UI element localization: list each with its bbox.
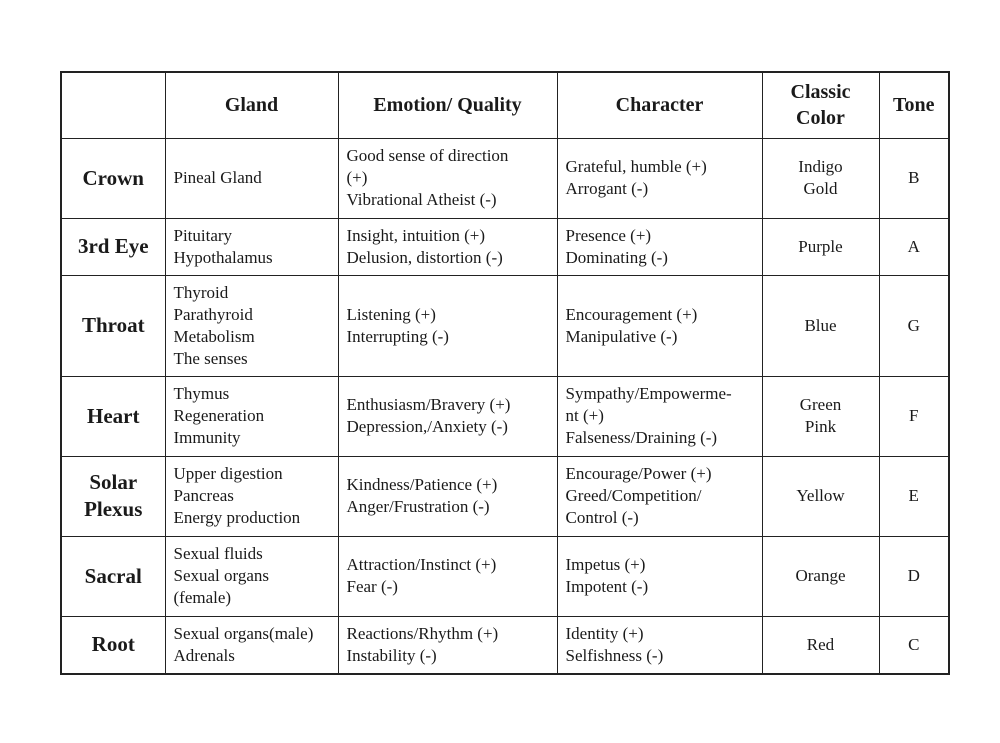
chakra-name-cell [61, 536, 165, 616]
gland-cell [165, 456, 338, 536]
header-gland: Gland [165, 72, 338, 138]
emotion-line: Delusion, distortion (-) [346, 247, 503, 267]
character-line: Presence (+) [565, 225, 652, 245]
classic-color-line: Blue [804, 315, 837, 335]
classic-color-cell [762, 536, 879, 616]
character-cell [557, 218, 762, 275]
character-line: Falseness/Draining (-) [565, 428, 718, 447]
table-row [61, 616, 949, 674]
chakra-name-line: Plexus [84, 497, 143, 521]
emotion-line: Reactions/Rhythm (+) [346, 623, 499, 643]
header-emotion: Emotion/ Quality [338, 72, 557, 138]
table-row [61, 376, 949, 456]
gland-line: Adrenals [173, 645, 235, 665]
emotion-line: Fear (-) [346, 577, 398, 596]
emotion-cell [338, 536, 557, 616]
classic-color-cell [762, 218, 879, 275]
character-line: Encouragement (+) [565, 304, 698, 324]
table-body [61, 138, 949, 674]
gland-cell [165, 138, 338, 218]
tone-cell: D [879, 536, 949, 616]
emotion-line: (+) [346, 168, 368, 187]
character-cell [557, 275, 762, 376]
classic-color-line: Orange [795, 566, 846, 585]
header-blank [61, 72, 165, 138]
emotion-line: Listening (+) [346, 304, 436, 324]
emotion-line: Insight, intuition (+) [346, 225, 485, 245]
header-classic-color-line-1: Classic [790, 81, 851, 104]
chakra-name-cell [61, 218, 165, 275]
character-line: Impotent (-) [565, 577, 649, 596]
chakra-name-cell [61, 376, 165, 456]
character-line: Encourage/Power (+) [565, 464, 712, 483]
chakra-table [60, 71, 950, 675]
gland-cell [165, 536, 338, 616]
gland-line: Hypothalamus [173, 247, 273, 267]
gland-line: Parathyroid [173, 304, 253, 324]
table-row [61, 456, 949, 536]
chakra-name-cell [61, 275, 165, 376]
gland-cell [165, 218, 338, 275]
header-tone: Tone [879, 72, 949, 138]
chakra-name-cell [61, 616, 165, 674]
character-line: Control (-) [565, 508, 639, 527]
emotion-line: Enthusiasm/Bravery (+) [346, 395, 511, 414]
gland-line: Sexual organs [173, 566, 270, 585]
gland-line: Thyroid [173, 282, 229, 302]
emotion-line: Depression,/Anxiety (-) [346, 417, 508, 436]
classic-color-cell [762, 456, 879, 536]
emotion-cell [338, 456, 557, 536]
emotion-line: Instability (-) [346, 645, 437, 665]
character-line: Grateful, humble (+) [565, 157, 707, 176]
classic-color-cell [762, 616, 879, 674]
gland-line: (female) [173, 588, 232, 607]
gland-line: Sexual fluids [173, 544, 263, 563]
chakra-name-line: Root [91, 632, 135, 657]
tone-cell: E [879, 456, 949, 536]
table-row [61, 536, 949, 616]
classic-color-line: Green [799, 395, 842, 414]
classic-color-line: Yellow [796, 486, 845, 505]
chakra-name-line: Heart [87, 403, 140, 428]
emotion-line: Good sense of direction [346, 146, 509, 165]
gland-cell [165, 275, 338, 376]
header-classic-color-line-2: Color [796, 107, 845, 130]
chakra-name-cell [61, 456, 165, 536]
character-line: Manipulative (-) [565, 326, 678, 346]
gland-line: Sexual organs(male) [173, 623, 314, 643]
table-row [61, 138, 949, 218]
classic-color-cell [762, 275, 879, 376]
emotion-line: Attraction/Instinct (+) [346, 555, 497, 574]
header-row [61, 72, 949, 138]
character-line: Dominating (-) [565, 247, 668, 267]
emotion-line: Anger/Frustration (-) [346, 497, 490, 516]
table-row [61, 275, 949, 376]
character-cell [557, 536, 762, 616]
tone-cell: A [879, 218, 949, 275]
header-classic-color [762, 72, 879, 138]
emotion-cell [338, 275, 557, 376]
chakra-name-line: Throat [81, 313, 145, 337]
chakra-name-line: Sacral [84, 563, 142, 588]
character-line: Sympathy/Empowerme- [565, 384, 732, 403]
gland-line: Thymus [173, 384, 230, 403]
tone-cell: C [879, 616, 949, 674]
classic-color-cell [762, 138, 879, 218]
gland-line: Upper digestion [173, 464, 283, 483]
gland-line: Pituitary [173, 225, 233, 245]
gland-line: Pancreas [173, 486, 234, 505]
emotion-cell [338, 376, 557, 456]
gland-line: The senses [173, 348, 248, 368]
character-cell [557, 138, 762, 218]
tone-cell: B [879, 138, 949, 218]
character-line: Greed/Competition/ [565, 486, 702, 505]
tone-cell: F [879, 376, 949, 456]
classic-color-line: Pink [804, 417, 837, 436]
character-line: Impetus (+) [565, 555, 646, 574]
classic-color-line: Gold [803, 179, 838, 198]
emotion-cell [338, 218, 557, 275]
gland-line: Metabolism [173, 326, 255, 346]
gland-line: Energy production [173, 508, 301, 527]
classic-color-line: Red [806, 634, 835, 654]
chakra-name-line: Solar [89, 470, 138, 494]
table-row [61, 218, 949, 275]
character-cell [557, 376, 762, 456]
character-line: Identity (+) [565, 623, 644, 643]
gland-line: Pineal Gland [173, 168, 262, 187]
emotion-line: Kindness/Patience (+) [346, 475, 498, 494]
classic-color-line: Indigo [798, 157, 843, 176]
character-cell [557, 616, 762, 674]
chakra-name-cell [61, 138, 165, 218]
emotion-line: Vibrational Atheist (-) [346, 190, 497, 209]
gland-line: Immunity [173, 428, 241, 447]
classic-color-cell [762, 376, 879, 456]
tone-cell: G [879, 275, 949, 376]
classic-color-line: Purple [798, 236, 843, 256]
character-line: Selfishness (-) [565, 645, 664, 665]
gland-cell [165, 376, 338, 456]
character-line: nt (+) [565, 406, 604, 425]
character-line: Arrogant (-) [565, 179, 649, 198]
emotion-cell [338, 616, 557, 674]
emotion-line: Interrupting (-) [346, 326, 449, 346]
gland-cell [165, 616, 338, 674]
chakra-name-line: Crown [82, 165, 144, 190]
header-character: Character [557, 72, 762, 138]
gland-line: Regeneration [173, 406, 265, 425]
emotion-cell [338, 138, 557, 218]
chakra-name-line: 3rd Eye [77, 234, 149, 258]
character-cell [557, 456, 762, 536]
